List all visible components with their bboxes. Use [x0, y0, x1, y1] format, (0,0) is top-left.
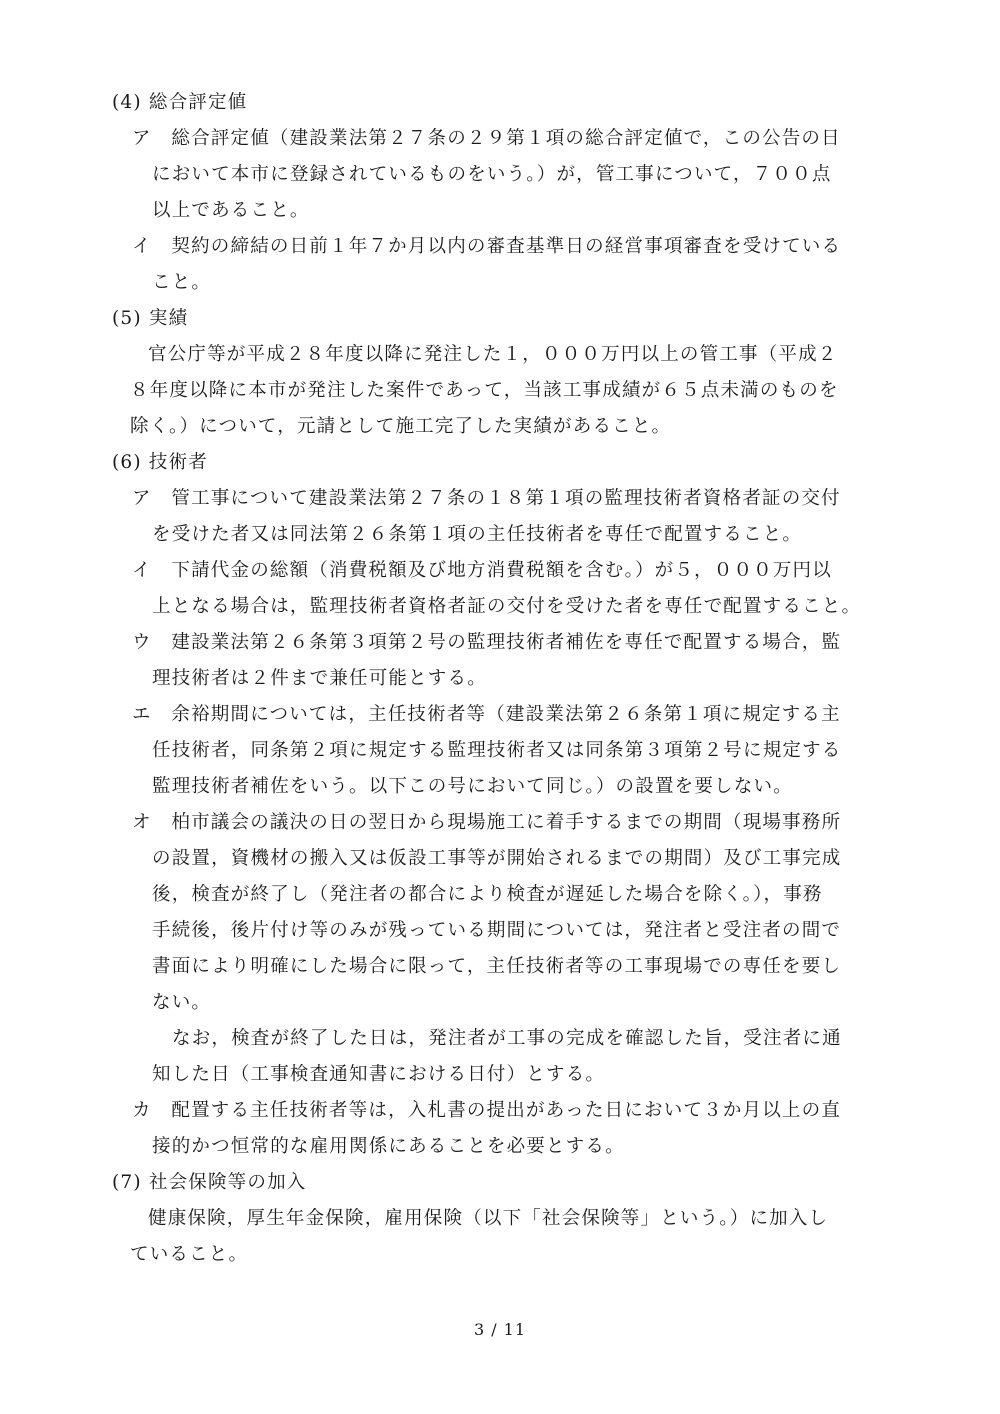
section-heading-6: (6) 技術者 [112, 452, 208, 473]
paragraph-line: 監理技術者補佐をいう。以下この号において同じ。）の設置を要しない。 [152, 776, 793, 797]
paragraph-line: 後，検査が終了し（発注者の都合により検査が遅延した場合を除く。），事務 [152, 884, 823, 905]
paragraph-line: ア 管工事について建設業法第２７条の１８第１項の監理技術者資格者証の交付 [132, 488, 841, 509]
page-number: 3 / 11 [473, 1320, 527, 1339]
paragraph-line: 除く。）について，元請として施工完了した実績があること。 [130, 416, 672, 437]
paragraph-line: 任技術者，同条第２項に規定する監理技術者又は同条第３項第２号に規定する [152, 740, 842, 761]
paragraph-line: エ 余裕期間については，主任技術者等（建設業法第２６条第１項に規定する主 [132, 704, 841, 725]
paragraph-line: 手続後，後片付け等のみが残っている期間については，発注者と受注者の間で [152, 920, 842, 941]
paragraph-line: イ 下請代金の総額（消費税額及び地方消費税額を含む。）が５，０００万円以 [132, 560, 832, 581]
paragraph-line: ア 総合評定値（建設業法第２７条の２９第１項の総合評定値で，この公告の日 [132, 128, 841, 149]
paragraph-line: 上となる場合は，監理技術者資格者証の交付を受けた者を専任で配置すること。 [152, 596, 862, 617]
paragraph-line: こと。 [152, 272, 212, 293]
paragraph-line: 書面により明確にした場合に限って，主任技術者等の工事現場での専任を要し [152, 956, 842, 977]
paragraph-line: 理技術者は２件まで兼任可能とする。 [152, 668, 487, 689]
section-heading-5: (5) 実績 [112, 308, 189, 329]
paragraph-line: 接的かつ恒常的な雇用関係にあることを必要とする。 [152, 1136, 625, 1157]
paragraph-line: オ 柏市議会の議決の日の翌日から現場施工に着手するまでの期間（現場事務所 [132, 812, 842, 833]
paragraph-line: の設置，資機材の搬入又は仮設工事等が開始されるまでの期間）及び工事完成 [152, 848, 842, 869]
paragraph-line: 知した日（工事検査通知書における日付）とする。 [152, 1064, 606, 1085]
paragraph-line: 以上であること。 [152, 200, 310, 221]
paragraph-line: ない。 [152, 992, 212, 1013]
paragraph-line: 健康保険，厚生年金保険，雇用保険（以下「社会保険等」という。）に加入し [148, 1208, 829, 1229]
paragraph-line: 官公庁等が平成２８年度以降に発注した１，０００万円以上の管工事（平成２ [148, 344, 838, 365]
section-heading-4: (4) 総合評定値 [112, 92, 248, 113]
paragraph-line: イ 契約の締結の日前１年７か月以内の審査基準日の経営事項審査を受けている [132, 236, 842, 257]
paragraph-line: ていること。 [130, 1244, 249, 1265]
paragraph-line: ウ 建設業法第２６条第３項第２号の監理技術者補佐を専任で配置する場合，監 [132, 632, 842, 653]
paragraph-line: なお，検査が終了した日は，発注者が工事の完成を確認した旨，受注者に通 [172, 1028, 842, 1049]
section-heading-7: (7) 社会保険等の加入 [112, 1172, 307, 1193]
paragraph-line: において本市に登録されているものをいう。）が，管工事について，７００点 [152, 164, 832, 185]
paragraph-line: カ 配置する主任技術者等は，入札書の提出があった日において３か月以上の直 [132, 1100, 842, 1121]
paragraph-line: ８年度以降に本市が発注した案件であって，当該工事成績が６５点未満のものを [130, 380, 839, 401]
paragraph-line: を受けた者又は同法第２６条第１項の主任技術者を専任で配置すること。 [152, 524, 803, 545]
